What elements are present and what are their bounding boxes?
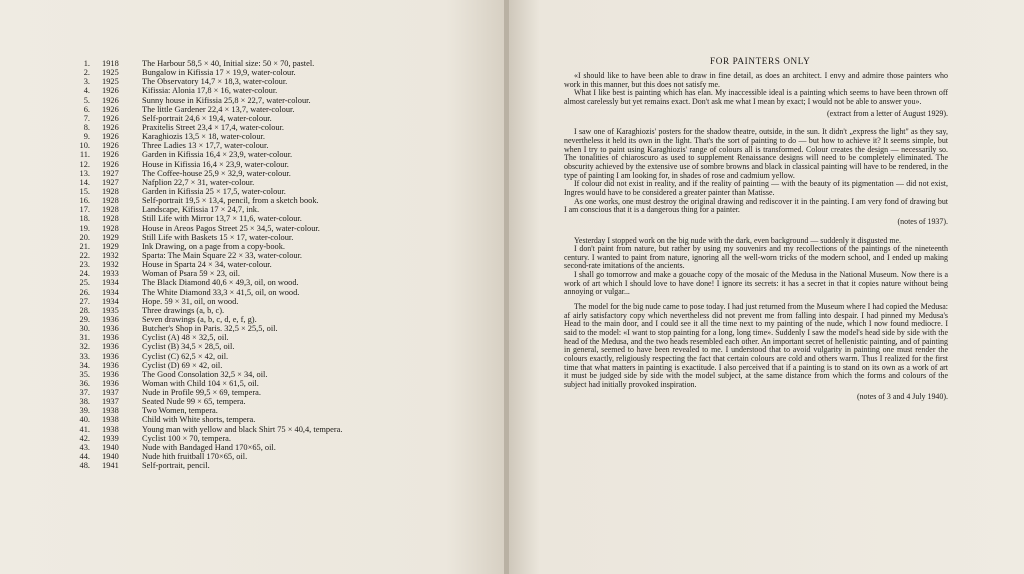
entry-number: 35.: [79, 369, 90, 379]
catalogue-entry: [62, 96, 492, 105]
entry-year: 1936: [102, 351, 119, 361]
entry-title: The White Diamond 33,3 × 41,5, oil, on wood.: [142, 287, 300, 297]
page-heading: FOR PAINTERS ONLY: [710, 56, 811, 66]
catalogue-entry: [62, 342, 492, 351]
entry-number: 24.: [79, 269, 90, 279]
entry-number: 4.: [83, 86, 90, 96]
entry-number: 16.: [79, 196, 90, 206]
paragraph: What I like best is painting which has elan. My inaccessible ideal is a painting which seems to have been thrown off almost carelessly but yet remains exact. Don't ask me what I mean by exact; I would not be able to answer you».: [564, 88, 948, 106]
entry-number: 30.: [79, 324, 90, 334]
catalogue-entry: [62, 160, 492, 169]
catalogue-entry: [62, 388, 492, 397]
catalogue-entry: [62, 306, 492, 315]
catalogue-entry: [62, 425, 492, 434]
catalogue-entry: [62, 150, 492, 159]
entry-year: 1937: [102, 388, 119, 398]
catalogue-entry: [62, 105, 492, 114]
paragraph: If colour did not exist in reality, and if the reality of painting — with the beauty of its pigmentation — did not exist, Ingres would have to be considered a greater painter than Matisse.: [564, 179, 948, 197]
catalogue-entry: [62, 352, 492, 361]
entry-title: Nafplion 22,7 × 31, water-colour.: [142, 177, 255, 187]
paragraph: I saw one of Karaghiozis' posters for the shadow theatre, outside, in the sun. It didn't „express the light" as they say, nevertheless it held its own in the light. That's the sort of painting to do — but how to achieve it? It seems simple, but when I try to paint using Karaghiozis' range of colours all is transformed. Colour creates the design — necessarily so. The tonalities of chiaroscuro as used to supplement Renaissance designs will need to be completely eliminated. The obscurity achieved by the extensive use of sombre browns and black in classical painting will have to be rendered, in the type of painting I am looking for, in shades of rose and cadmium yellow.: [564, 127, 948, 180]
entry-title: Cyclist (A) 48 × 32,5, oil.: [142, 333, 229, 343]
entry-year: 1926: [102, 159, 119, 169]
entry-year: 1929: [102, 232, 119, 242]
entry-title: The Harbour 58,5 × 40, Initial size: 50 × 70, pastel.: [142, 59, 315, 68]
entry-title: Kifissia: Alonia 17,8 × 16, water-colour.: [142, 86, 278, 96]
entry-number: 18.: [79, 214, 90, 224]
entry-number: 22.: [79, 250, 90, 260]
entry-title: House in Kifissia 16,4 × 23,9, water-colour.: [142, 159, 289, 169]
entry-year: 1940: [102, 452, 119, 462]
catalogue-entry: [62, 278, 492, 287]
entry-number: 39.: [79, 406, 90, 416]
entry-year: 1936: [102, 333, 119, 343]
catalogue-entry: [62, 68, 492, 77]
entry-number: 43.: [79, 442, 90, 452]
text-column: [564, 72, 948, 405]
entry-year: 1933: [102, 269, 119, 279]
entry-number: 25.: [79, 278, 90, 288]
paragraph: As one works, one must destroy the original drawing and rediscover it in the painting. I am very fond of drawing but I am conscious that it is a dangerous thing for a painter.: [564, 196, 948, 215]
catalogue-entry: [62, 114, 492, 123]
entry-title: Sunny house in Kifissia 25,8 × 22,7, water-colour.: [142, 95, 311, 105]
entry-title: Seated Nude 99 × 65, tempera.: [142, 397, 246, 407]
entry-title: Child with White shorts, tempera.: [142, 415, 256, 425]
entry-title: Nude with Bandaged Hand 170×65, oil.: [142, 442, 276, 452]
entry-title: House in Areos Pagos Street 25 × 34,5, water-colour.: [142, 223, 320, 233]
entry-year: 1928: [102, 214, 119, 224]
paragraph: «I should like to have been able to draw in fine detail, as does an architect. I envy and admire those painters who work in this manner, but this does not satisfy me.: [564, 71, 948, 89]
entry-number: 34.: [79, 360, 90, 370]
entry-title: Cyclist (B) 34,5 × 28,5, oil.: [142, 342, 235, 352]
entry-title: Cyclist (C) 62,5 × 42, oil.: [142, 351, 229, 361]
catalogue-entry: [62, 224, 492, 233]
entry-number: 29.: [79, 314, 90, 324]
catalogue-entry: [62, 361, 492, 370]
entry-title: Cyclist (D) 69 × 42, oil.: [142, 360, 223, 370]
entry-number: 31.: [79, 333, 90, 343]
catalogue-entry: [62, 242, 492, 251]
catalogue-entry: [62, 59, 492, 68]
entry-number: 6.: [83, 104, 90, 114]
entry-year: 1938: [102, 424, 119, 434]
entry-number: 42.: [79, 433, 90, 443]
entry-number: 26.: [79, 287, 90, 297]
entry-title: Woman with Child 104 × 61,5, oil.: [142, 378, 259, 388]
catalogue-entry: [62, 379, 492, 388]
entry-number: 15.: [79, 186, 90, 196]
catalogue-entry: [62, 123, 492, 132]
entry-title: The Coffee-house 25,9 × 32,9, water-colour.: [142, 168, 291, 178]
catalogue-entry: [62, 315, 492, 324]
paragraph: I shall go tomorrow and make a gouache copy of the mosaic of the Medusa in the National Museum. Now there is a work of art which I should love to have done! I ignore its secrets: it has a secret in that it copies nature without being annoying or vulgar...: [564, 270, 948, 297]
entry-title: Nude in Profile 99,5 × 69, tempera.: [142, 388, 261, 398]
catalogue-entry: [62, 205, 492, 214]
entry-year: 1932: [102, 260, 119, 270]
entry-year: 1928: [102, 186, 119, 196]
entry-number: 7.: [83, 113, 90, 123]
catalogue-entry: [62, 370, 492, 379]
entry-number: 12.: [79, 159, 90, 169]
catalogue-entry: [62, 214, 492, 223]
catalogue-entry: [62, 169, 492, 178]
entry-title: Two Women, tempera.: [142, 406, 218, 416]
entry-number: 37.: [79, 388, 90, 398]
entry-title: Butcher's Shop in Paris. 32,5 × 25,5, oil.: [142, 324, 278, 334]
entry-year: 1941: [102, 461, 119, 471]
entry-title: Three Ladies 13 × 17,7, water-colour.: [142, 141, 269, 151]
entry-year: 1936: [102, 369, 119, 379]
catalogue-entry: [62, 434, 492, 443]
catalogue-entry: [62, 196, 492, 205]
entry-title: Still Life with Mirror 13,7 × 11,6, water-colour.: [142, 214, 302, 224]
entry-title: Garden in Kifissia 16,4 × 23,9, water-colour.: [142, 150, 293, 160]
paragraph: I don't paint from nature, but rather by using my souvenirs and my recollections of the paintings of the nineteenth century. I wanted to paint from nature, ignoring all the well-worn tricks of the modern school, and I ended up making second-rate imitations of the ancients.: [564, 244, 948, 271]
entry-year: 1936: [102, 342, 119, 352]
entry-title: House in Sparta 24 × 34, water-colour.: [142, 260, 272, 270]
entry-number: 8.: [83, 122, 90, 132]
entry-number: 41.: [79, 424, 90, 434]
catalogue-entry: [62, 260, 492, 269]
source-note: (notes of 1937).: [897, 216, 948, 226]
entry-title: Seven drawings (a, b, c, d, e, f, g).: [142, 314, 257, 324]
catalogue-entry: [62, 132, 492, 141]
catalogue-entry: [62, 288, 492, 297]
entry-year: 1937: [102, 397, 119, 407]
entry-title: Karaghiozis 13,5 × 18, water-colour.: [142, 132, 265, 142]
entry-year: 1936: [102, 324, 119, 334]
entry-year: 1926: [102, 132, 119, 142]
entry-number: 48.: [79, 461, 90, 471]
entry-title: Three drawings (a, b, c).: [142, 305, 225, 315]
entry-year: 1925: [102, 77, 119, 87]
catalogue-entry: [62, 415, 492, 424]
entry-year: 1928: [102, 205, 119, 215]
entry-number: 44.: [79, 452, 90, 462]
entry-year: 1928: [102, 223, 119, 233]
entry-year: 1928: [102, 196, 119, 206]
entry-year: 1927: [102, 177, 119, 187]
entry-number: 21.: [79, 241, 90, 251]
entry-year: 1936: [102, 314, 119, 324]
entry-year: 1932: [102, 250, 119, 260]
entry-title: Landscape, Kifissia 17 × 24,7, ink.: [142, 205, 260, 215]
entry-year: 1934: [102, 287, 119, 297]
entry-number: 5.: [83, 95, 90, 105]
entry-year: 1938: [102, 415, 119, 425]
catalogue-list: [62, 59, 492, 470]
entry-year: 1926: [102, 113, 119, 123]
catalogue-entry: [62, 251, 492, 260]
source-note: (notes of 3 and 4 July 1940).: [856, 391, 948, 401]
entry-title: Self-portrait, pencil.: [142, 461, 210, 471]
paragraph: The model for the big nude came to pose today. I had just returned from the Museum where I had copied the Medusa: af airly satisfactory copy which nevertheless did not prevent me from falling into despair. I had pinned my Medusa's Head to the main door, and I could see it all the time next to my painting of the nude, which I now found mediocre. I said to the model: «I want to stop painting for a long, long time». Suddenly I saw the model's head side by side with the head of the Medusa, and the two heads resembled each other. An important secret of hellenistic painting, and of painting in general, seemed to have been revealed to me. I understood that to avoid vulgarity in painting one must render the colours exactly, religiously respecting the fact that certain colours are cold and others warm. Thus I realized for the first time that what matters in painting is exactitude. I also perceived that if a painting is to stand on its own as a work of art it must be judged side by side with the model subject, at the same distance from which the forms and colours of the subject had initially provoked inspiration.: [564, 302, 948, 389]
entry-title: The Good Consolation 32,5 × 34, oil.: [142, 369, 268, 379]
entry-title: The Observatory 14,7 × 18,3, water-colour.: [142, 77, 288, 87]
entry-year: 1939: [102, 433, 119, 443]
entry-year: 1926: [102, 141, 119, 151]
catalogue-entry: [62, 86, 492, 95]
entry-number: 40.: [79, 415, 90, 425]
entry-number: 28.: [79, 305, 90, 315]
paragraph: Yesterday I stopped work on the big nude with the dark, even background — suddenly it disgusted me.: [574, 235, 901, 245]
entry-number: 3.: [83, 77, 90, 87]
entry-year: 1938: [102, 406, 119, 416]
left-page: [0, 0, 507, 574]
entry-year: 1926: [102, 150, 119, 160]
entry-year: 1926: [102, 104, 119, 114]
entry-title: Self-portrait 24,6 × 19,4, water-colour.: [142, 113, 272, 123]
entry-number: 19.: [79, 223, 90, 233]
catalogue-entry: [62, 269, 492, 278]
entry-year: 1926: [102, 95, 119, 105]
entry-number: 2.: [83, 68, 90, 78]
entry-year: 1934: [102, 296, 119, 306]
entry-title: Young man with yellow and black Shirt 75 × 40,4, tempera.: [142, 424, 343, 434]
entry-title: Cyclist 100 × 70, tempera.: [142, 433, 231, 443]
entry-year: 1936: [102, 360, 119, 370]
entry-number: 10.: [79, 141, 90, 151]
catalogue-entry: [62, 324, 492, 333]
entry-title: Sparta: The Main Square 22 × 33, water-colour.: [142, 250, 302, 260]
entry-title: Woman of Psara 59 × 23, oil.: [142, 269, 241, 279]
catalogue-entry: [62, 397, 492, 406]
entry-number: 17.: [79, 205, 90, 215]
entry-number: 23.: [79, 260, 90, 270]
entry-year: 1926: [102, 122, 119, 132]
entry-year: 1934: [102, 278, 119, 288]
entry-number: 9.: [83, 132, 90, 142]
catalogue-entry: [62, 187, 492, 196]
entry-number: 11.: [79, 150, 90, 160]
entry-title: Self-portrait 19,5 × 13,4, pencil, from a sketch book.: [142, 196, 319, 206]
entry-number: 20.: [79, 232, 90, 242]
entry-number: 36.: [79, 378, 90, 388]
entry-year: 1926: [102, 86, 119, 96]
entry-title: Hope. 59 × 31, oil, on wood.: [142, 296, 239, 306]
catalogue-entry: [62, 333, 492, 342]
entry-title: The Black Diamond 40,6 × 49,3, oil, on wood.: [142, 278, 299, 288]
entry-number: 14.: [79, 177, 90, 187]
entry-year: 1940: [102, 442, 119, 452]
entry-title: Praxitelis Street 23,4 × 17,4, water-colour.: [142, 122, 285, 132]
entry-title: Still Life with Baskets 15 × 17, water-colour.: [142, 232, 294, 242]
catalogue-entry: [62, 297, 492, 306]
entry-number: 13.: [79, 168, 90, 178]
entry-number: 32.: [79, 342, 90, 352]
entry-number: 33.: [79, 351, 90, 361]
entry-year: 1929: [102, 241, 119, 251]
catalogue-entry: [62, 443, 492, 452]
catalogue-entry: [62, 77, 492, 86]
source-note: (extract from a letter of August 1929).: [826, 108, 948, 118]
catalogue-entry: [62, 141, 492, 150]
entry-year: 1927: [102, 168, 119, 178]
entry-title: Bungalow in Kifissia 17 × 19,9, water-colour.: [142, 68, 296, 78]
entry-year: 1918: [102, 59, 119, 68]
entry-year: 1925: [102, 68, 119, 78]
catalogue-entry: [62, 461, 492, 470]
catalogue-entry: [62, 233, 492, 242]
catalogue-entry: [62, 452, 492, 461]
entry-title: The little Gardener 22,4 × 13,7, water-colour.: [142, 104, 295, 114]
entry-number: 38.: [79, 397, 90, 407]
entry-year: 1936: [102, 378, 119, 388]
entry-number: 1.: [83, 59, 90, 68]
catalogue-entry: [62, 406, 492, 415]
catalogue-entry: [62, 178, 492, 187]
entry-year: 1935: [102, 305, 119, 315]
entry-title: Garden in Kifissia 25 × 17,5, water-colour.: [142, 186, 286, 196]
entry-title: Ink Drawing, on a page from a copy-book.: [142, 241, 286, 251]
entry-title: Nude hith fruitball 170×65, oil.: [142, 452, 248, 462]
entry-number: 27.: [79, 296, 90, 306]
